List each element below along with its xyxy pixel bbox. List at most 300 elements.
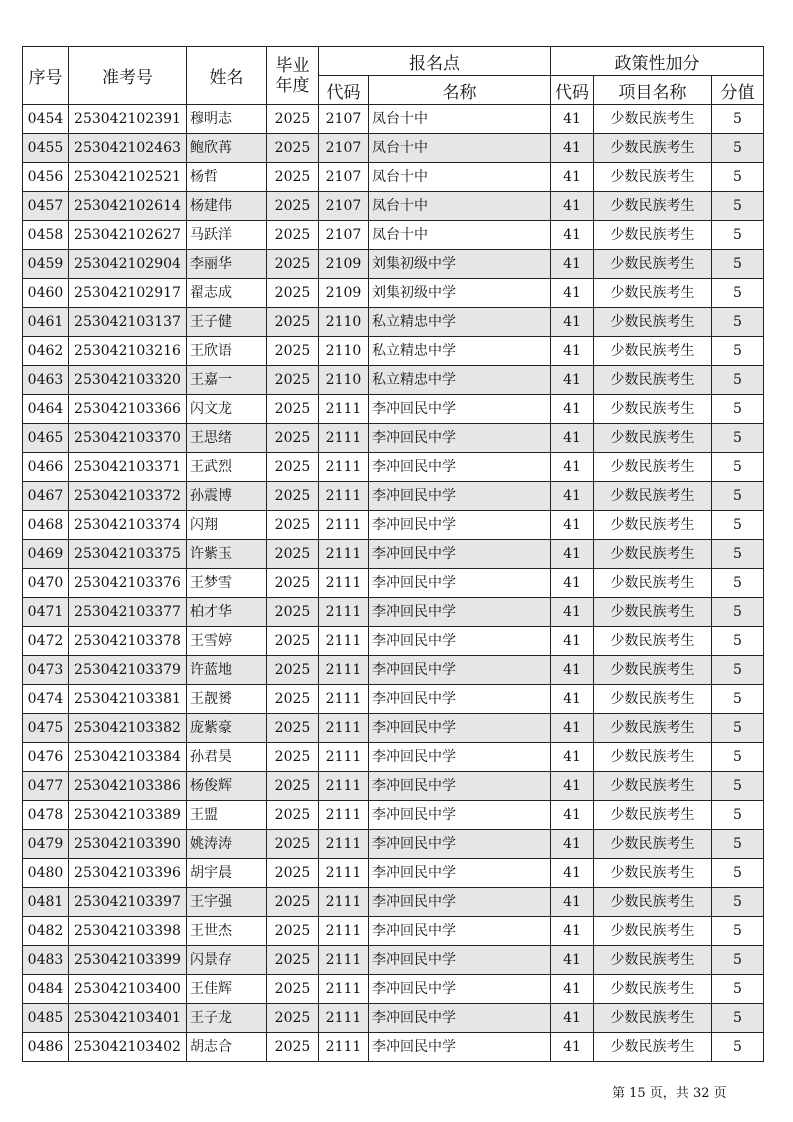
table-row <box>23 105 764 134</box>
cell-policy-code: 41 <box>551 946 594 975</box>
table-row <box>23 163 764 192</box>
table-row <box>23 859 764 888</box>
header-policy-score: 分值 <box>712 76 764 105</box>
cell-exam-no: 253042102391 <box>69 105 187 134</box>
cell-policy-code: 41 <box>551 482 594 511</box>
cell-reg-name: 李冲回民中学 <box>369 830 551 859</box>
cell-reg-code: 2111 <box>319 569 369 598</box>
cell-policy-code: 41 <box>551 859 594 888</box>
cell-reg-code: 2107 <box>319 105 369 134</box>
cell-policy-code: 41 <box>551 1033 594 1062</box>
cell-policy-code: 41 <box>551 656 594 685</box>
cell-exam-no: 253042103390 <box>69 830 187 859</box>
cell-grad-year: 2025 <box>267 859 319 888</box>
cell-reg-code: 2111 <box>319 424 369 453</box>
cell-policy-code: 41 <box>551 540 594 569</box>
cell-seq: 0484 <box>23 975 69 1004</box>
cell-policy-score: 5 <box>712 163 764 192</box>
cell-seq: 0459 <box>23 250 69 279</box>
cell-name: 许蓝地 <box>187 656 267 685</box>
cell-policy-item: 少数民族考生 <box>594 830 712 859</box>
cell-name: 庞紫豪 <box>187 714 267 743</box>
cell-exam-no: 253042103401 <box>69 1004 187 1033</box>
cell-reg-code: 2111 <box>319 1033 369 1062</box>
header-exam-no: 准考号 <box>69 47 187 105</box>
cell-reg-name: 李冲回民中学 <box>369 975 551 1004</box>
cell-name: 鲍欣苒 <box>187 134 267 163</box>
cell-policy-score: 5 <box>712 917 764 946</box>
cell-grad-year: 2025 <box>267 656 319 685</box>
cell-policy-item: 少数民族考生 <box>594 134 712 163</box>
cell-reg-code: 2111 <box>319 830 369 859</box>
cell-policy-code: 41 <box>551 1004 594 1033</box>
cell-seq: 0472 <box>23 627 69 656</box>
cell-policy-code: 41 <box>551 163 594 192</box>
cell-grad-year: 2025 <box>267 888 319 917</box>
cell-exam-no: 253042102521 <box>69 163 187 192</box>
cell-grad-year: 2025 <box>267 975 319 1004</box>
cell-name: 孙震博 <box>187 482 267 511</box>
cell-name: 王子健 <box>187 308 267 337</box>
table-row <box>23 540 764 569</box>
cell-reg-code: 2109 <box>319 279 369 308</box>
cell-exam-no: 253042103402 <box>69 1033 187 1062</box>
table-row <box>23 917 764 946</box>
cell-name: 王靓赟 <box>187 685 267 714</box>
cell-reg-name: 李冲回民中学 <box>369 424 551 453</box>
header-reg-code: 代码 <box>319 76 369 105</box>
cell-seq: 0470 <box>23 569 69 598</box>
cell-policy-score: 5 <box>712 482 764 511</box>
cell-name: 许紫玉 <box>187 540 267 569</box>
cell-grad-year: 2025 <box>267 917 319 946</box>
table-row <box>23 772 764 801</box>
cell-policy-code: 41 <box>551 627 594 656</box>
cell-policy-item: 少数民族考生 <box>594 656 712 685</box>
cell-name: 闪翔 <box>187 511 267 540</box>
cell-policy-code: 41 <box>551 598 594 627</box>
cell-policy-score: 5 <box>712 685 764 714</box>
table-row <box>23 511 764 540</box>
cell-policy-score: 5 <box>712 569 764 598</box>
cell-reg-name: 李冲回民中学 <box>369 482 551 511</box>
cell-policy-item: 少数民族考生 <box>594 366 712 395</box>
cell-reg-name: 李冲回民中学 <box>369 540 551 569</box>
cell-reg-code: 2111 <box>319 1004 369 1033</box>
cell-grad-year: 2025 <box>267 598 319 627</box>
cell-reg-code: 2111 <box>319 482 369 511</box>
cell-reg-name: 李冲回民中学 <box>369 511 551 540</box>
cell-policy-item: 少数民族考生 <box>594 714 712 743</box>
cell-reg-name: 李冲回民中学 <box>369 656 551 685</box>
cell-reg-code: 2111 <box>319 511 369 540</box>
cell-policy-score: 5 <box>712 1033 764 1062</box>
cell-policy-code: 41 <box>551 221 594 250</box>
cell-grad-year: 2025 <box>267 946 319 975</box>
header-registration-point: 报名点 <box>319 47 551 76</box>
header-policy-bonus: 政策性加分 <box>551 47 764 76</box>
cell-seq: 0473 <box>23 656 69 685</box>
table-row <box>23 714 764 743</box>
table-row <box>23 685 764 714</box>
cell-seq: 0465 <box>23 424 69 453</box>
cell-name: 翟志成 <box>187 279 267 308</box>
cell-exam-no: 253042103372 <box>69 482 187 511</box>
cell-grad-year: 2025 <box>267 424 319 453</box>
cell-name: 胡宇晨 <box>187 859 267 888</box>
cell-seq: 0468 <box>23 511 69 540</box>
cell-reg-name: 李冲回民中学 <box>369 714 551 743</box>
header-seq: 序号 <box>23 47 69 105</box>
cell-policy-item: 少数民族考生 <box>594 424 712 453</box>
cell-policy-item: 少数民族考生 <box>594 163 712 192</box>
cell-policy-score: 5 <box>712 395 764 424</box>
cell-reg-name: 李冲回民中学 <box>369 888 551 917</box>
cell-reg-name: 李冲回民中学 <box>369 801 551 830</box>
cell-policy-item: 少数民族考生 <box>594 801 712 830</box>
cell-policy-item: 少数民族考生 <box>594 1004 712 1033</box>
cell-reg-name: 李冲回民中学 <box>369 1004 551 1033</box>
cell-policy-code: 41 <box>551 337 594 366</box>
cell-grad-year: 2025 <box>267 134 319 163</box>
cell-policy-code: 41 <box>551 308 594 337</box>
cell-seq: 0479 <box>23 830 69 859</box>
cell-seq: 0471 <box>23 598 69 627</box>
table-row <box>23 1033 764 1062</box>
cell-name: 王子龙 <box>187 1004 267 1033</box>
cell-name: 王雪婷 <box>187 627 267 656</box>
cell-grad-year: 2025 <box>267 366 319 395</box>
table-row <box>23 801 764 830</box>
cell-policy-code: 41 <box>551 250 594 279</box>
cell-grad-year: 2025 <box>267 685 319 714</box>
cell-policy-item: 少数民族考生 <box>594 453 712 482</box>
cell-policy-item: 少数民族考生 <box>594 1033 712 1062</box>
cell-exam-no: 253042103371 <box>69 453 187 482</box>
cell-policy-item: 少数民族考生 <box>594 772 712 801</box>
table-row <box>23 830 764 859</box>
cell-policy-code: 41 <box>551 192 594 221</box>
table-row <box>23 453 764 482</box>
table-row <box>23 569 764 598</box>
cell-name: 马跃洋 <box>187 221 267 250</box>
cell-reg-name: 李冲回民中学 <box>369 395 551 424</box>
cell-policy-score: 5 <box>712 859 764 888</box>
cell-policy-item: 少数民族考生 <box>594 221 712 250</box>
cell-policy-score: 5 <box>712 743 764 772</box>
cell-exam-no: 253042103376 <box>69 569 187 598</box>
table-row <box>23 424 764 453</box>
cell-policy-code: 41 <box>551 511 594 540</box>
header-grad-year-text: 毕业 年度 <box>275 55 310 96</box>
cell-reg-code: 2111 <box>319 685 369 714</box>
cell-reg-code: 2111 <box>319 946 369 975</box>
cell-reg-code: 2111 <box>319 975 369 1004</box>
cell-name: 闪景存 <box>187 946 267 975</box>
cell-exam-no: 253042103397 <box>69 888 187 917</box>
header-reg-name: 名称 <box>369 76 551 105</box>
cell-reg-name: 李冲回民中学 <box>369 627 551 656</box>
cell-reg-name: 李冲回民中学 <box>369 453 551 482</box>
cell-seq: 0462 <box>23 337 69 366</box>
cell-name: 李丽华 <box>187 250 267 279</box>
cell-exam-no: 253042102463 <box>69 134 187 163</box>
cell-seq: 0486 <box>23 1033 69 1062</box>
cell-policy-code: 41 <box>551 685 594 714</box>
cell-reg-name: 凤台十中 <box>369 221 551 250</box>
cell-exam-no: 253042103374 <box>69 511 187 540</box>
table-row <box>23 656 764 685</box>
cell-policy-code: 41 <box>551 569 594 598</box>
header-policy-code: 代码 <box>551 76 594 105</box>
cell-exam-no: 253042103370 <box>69 424 187 453</box>
cell-reg-code: 2111 <box>319 714 369 743</box>
cell-policy-score: 5 <box>712 656 764 685</box>
cell-policy-item: 少数民族考生 <box>594 569 712 598</box>
cell-policy-score: 5 <box>712 627 764 656</box>
cell-policy-item: 少数民族考生 <box>594 105 712 134</box>
cell-reg-name: 凤台十中 <box>369 134 551 163</box>
table-row <box>23 250 764 279</box>
cell-policy-score: 5 <box>712 888 764 917</box>
cell-exam-no: 253042102627 <box>69 221 187 250</box>
cell-policy-score: 5 <box>712 308 764 337</box>
cell-reg-name: 李冲回民中学 <box>369 859 551 888</box>
cell-reg-code: 2110 <box>319 337 369 366</box>
cell-name: 王世杰 <box>187 917 267 946</box>
table-row <box>23 1004 764 1033</box>
cell-policy-item: 少数民族考生 <box>594 917 712 946</box>
cell-policy-score: 5 <box>712 598 764 627</box>
cell-reg-code: 2111 <box>319 656 369 685</box>
cell-policy-code: 41 <box>551 917 594 946</box>
cell-policy-score: 5 <box>712 250 764 279</box>
cell-reg-name: 李冲回民中学 <box>369 569 551 598</box>
cell-reg-code: 2110 <box>319 308 369 337</box>
cell-reg-code: 2107 <box>319 134 369 163</box>
table-row <box>23 743 764 772</box>
cell-seq: 0455 <box>23 134 69 163</box>
table-row <box>23 221 764 250</box>
cell-reg-code: 2111 <box>319 743 369 772</box>
cell-reg-name: 李冲回民中学 <box>369 772 551 801</box>
table-row <box>23 975 764 1004</box>
cell-reg-code: 2111 <box>319 859 369 888</box>
table-row <box>23 627 764 656</box>
cell-policy-item: 少数民族考生 <box>594 308 712 337</box>
cell-reg-name: 刘集初级中学 <box>369 250 551 279</box>
cell-reg-name: 李冲回民中学 <box>369 598 551 627</box>
cell-policy-score: 5 <box>712 279 764 308</box>
cell-reg-code: 2111 <box>319 395 369 424</box>
cell-grad-year: 2025 <box>267 482 319 511</box>
cell-seq: 0456 <box>23 163 69 192</box>
cell-policy-item: 少数民族考生 <box>594 511 712 540</box>
cell-policy-item: 少数民族考生 <box>594 482 712 511</box>
cell-exam-no: 253042103399 <box>69 946 187 975</box>
cell-policy-code: 41 <box>551 453 594 482</box>
table-row <box>23 946 764 975</box>
cell-policy-score: 5 <box>712 830 764 859</box>
table-row <box>23 366 764 395</box>
cell-name: 杨哲 <box>187 163 267 192</box>
cell-grad-year: 2025 <box>267 1033 319 1062</box>
cell-grad-year: 2025 <box>267 250 319 279</box>
cell-name: 王佳辉 <box>187 975 267 1004</box>
cell-policy-code: 41 <box>551 743 594 772</box>
header-policy-item: 项目名称 <box>594 76 712 105</box>
cell-grad-year: 2025 <box>267 801 319 830</box>
cell-name: 王思绪 <box>187 424 267 453</box>
cell-grad-year: 2025 <box>267 105 319 134</box>
cell-exam-no: 253042103382 <box>69 714 187 743</box>
cell-policy-code: 41 <box>551 366 594 395</box>
cell-exam-no: 253042103375 <box>69 540 187 569</box>
cell-seq: 0482 <box>23 917 69 946</box>
cell-exam-no: 253042102614 <box>69 192 187 221</box>
cell-policy-code: 41 <box>551 279 594 308</box>
cell-name: 王武烈 <box>187 453 267 482</box>
cell-policy-score: 5 <box>712 192 764 221</box>
cell-seq: 0478 <box>23 801 69 830</box>
cell-seq: 0461 <box>23 308 69 337</box>
cell-policy-code: 41 <box>551 395 594 424</box>
cell-grad-year: 2025 <box>267 395 319 424</box>
cell-policy-item: 少数民族考生 <box>594 395 712 424</box>
cell-seq: 0458 <box>23 221 69 250</box>
cell-exam-no: 253042103366 <box>69 395 187 424</box>
cell-policy-code: 41 <box>551 134 594 163</box>
cell-policy-item: 少数民族考生 <box>594 192 712 221</box>
cell-policy-code: 41 <box>551 801 594 830</box>
cell-exam-no: 253042103386 <box>69 772 187 801</box>
header-name: 姓名 <box>187 47 267 105</box>
cell-reg-code: 2111 <box>319 888 369 917</box>
cell-reg-code: 2111 <box>319 540 369 569</box>
cell-seq: 0454 <box>23 105 69 134</box>
cell-policy-score: 5 <box>712 975 764 1004</box>
cell-reg-name: 李冲回民中学 <box>369 917 551 946</box>
cell-policy-score: 5 <box>712 714 764 743</box>
cell-policy-score: 5 <box>712 337 764 366</box>
cell-seq: 0485 <box>23 1004 69 1033</box>
cell-policy-code: 41 <box>551 830 594 859</box>
cell-policy-score: 5 <box>712 134 764 163</box>
cell-grad-year: 2025 <box>267 772 319 801</box>
cell-policy-item: 少数民族考生 <box>594 627 712 656</box>
cell-exam-no: 253042102904 <box>69 250 187 279</box>
table-row <box>23 279 764 308</box>
table-row <box>23 337 764 366</box>
cell-reg-code: 2107 <box>319 163 369 192</box>
cell-exam-no: 253042103216 <box>69 337 187 366</box>
cell-seq: 0467 <box>23 482 69 511</box>
cell-grad-year: 2025 <box>267 279 319 308</box>
cell-reg-code: 2109 <box>319 250 369 279</box>
cell-seq: 0474 <box>23 685 69 714</box>
cell-reg-code: 2111 <box>319 627 369 656</box>
cell-reg-code: 2110 <box>319 366 369 395</box>
cell-reg-name: 刘集初级中学 <box>369 279 551 308</box>
cell-policy-code: 41 <box>551 424 594 453</box>
cell-policy-item: 少数民族考生 <box>594 250 712 279</box>
cell-name: 柏才华 <box>187 598 267 627</box>
cell-reg-code: 2111 <box>319 801 369 830</box>
cell-seq: 0477 <box>23 772 69 801</box>
cell-policy-code: 41 <box>551 888 594 917</box>
cell-grad-year: 2025 <box>267 511 319 540</box>
cell-policy-score: 5 <box>712 424 764 453</box>
cell-reg-name: 李冲回民中学 <box>369 946 551 975</box>
cell-seq: 0460 <box>23 279 69 308</box>
cell-seq: 0463 <box>23 366 69 395</box>
cell-policy-item: 少数民族考生 <box>594 337 712 366</box>
cell-reg-code: 2111 <box>319 917 369 946</box>
cell-name: 孙君昊 <box>187 743 267 772</box>
table-row <box>23 134 764 163</box>
table-row <box>23 888 764 917</box>
cell-policy-code: 41 <box>551 772 594 801</box>
cell-name: 姚涛涛 <box>187 830 267 859</box>
cell-grad-year: 2025 <box>267 308 319 337</box>
cell-name: 王宇强 <box>187 888 267 917</box>
cell-reg-name: 凤台十中 <box>369 105 551 134</box>
cell-grad-year: 2025 <box>267 830 319 859</box>
cell-name: 穆明志 <box>187 105 267 134</box>
cell-grad-year: 2025 <box>267 337 319 366</box>
cell-grad-year: 2025 <box>267 221 319 250</box>
cell-reg-name: 私立精忠中学 <box>369 366 551 395</box>
cell-policy-score: 5 <box>712 540 764 569</box>
table-header <box>23 47 764 105</box>
cell-reg-code: 2107 <box>319 192 369 221</box>
cell-policy-code: 41 <box>551 975 594 1004</box>
cell-exam-no: 253042103381 <box>69 685 187 714</box>
cell-exam-no: 253042103378 <box>69 627 187 656</box>
cell-name: 闪文龙 <box>187 395 267 424</box>
cell-seq: 0476 <box>23 743 69 772</box>
cell-reg-name: 李冲回民中学 <box>369 743 551 772</box>
table-row <box>23 395 764 424</box>
page-footer: 第 15 页，共 32 页 <box>612 1086 727 1101</box>
table-row <box>23 598 764 627</box>
cell-reg-code: 2107 <box>319 221 369 250</box>
table-body <box>23 105 764 1062</box>
cell-policy-item: 少数民族考生 <box>594 685 712 714</box>
cell-name: 王嘉一 <box>187 366 267 395</box>
cell-seq: 0469 <box>23 540 69 569</box>
cell-exam-no: 253042103400 <box>69 975 187 1004</box>
cell-seq: 0457 <box>23 192 69 221</box>
cell-policy-code: 41 <box>551 714 594 743</box>
cell-policy-item: 少数民族考生 <box>594 279 712 308</box>
cell-exam-no: 253042103389 <box>69 801 187 830</box>
table-row <box>23 482 764 511</box>
cell-policy-code: 41 <box>551 105 594 134</box>
cell-seq: 0475 <box>23 714 69 743</box>
cell-policy-item: 少数民族考生 <box>594 859 712 888</box>
cell-reg-code: 2111 <box>319 598 369 627</box>
cell-exam-no: 253042103384 <box>69 743 187 772</box>
cell-seq: 0481 <box>23 888 69 917</box>
cell-exam-no: 253042103396 <box>69 859 187 888</box>
cell-grad-year: 2025 <box>267 743 319 772</box>
cell-name: 杨建伟 <box>187 192 267 221</box>
cell-grad-year: 2025 <box>267 627 319 656</box>
cell-reg-code: 2111 <box>319 453 369 482</box>
cell-policy-item: 少数民族考生 <box>594 540 712 569</box>
cell-seq: 0480 <box>23 859 69 888</box>
